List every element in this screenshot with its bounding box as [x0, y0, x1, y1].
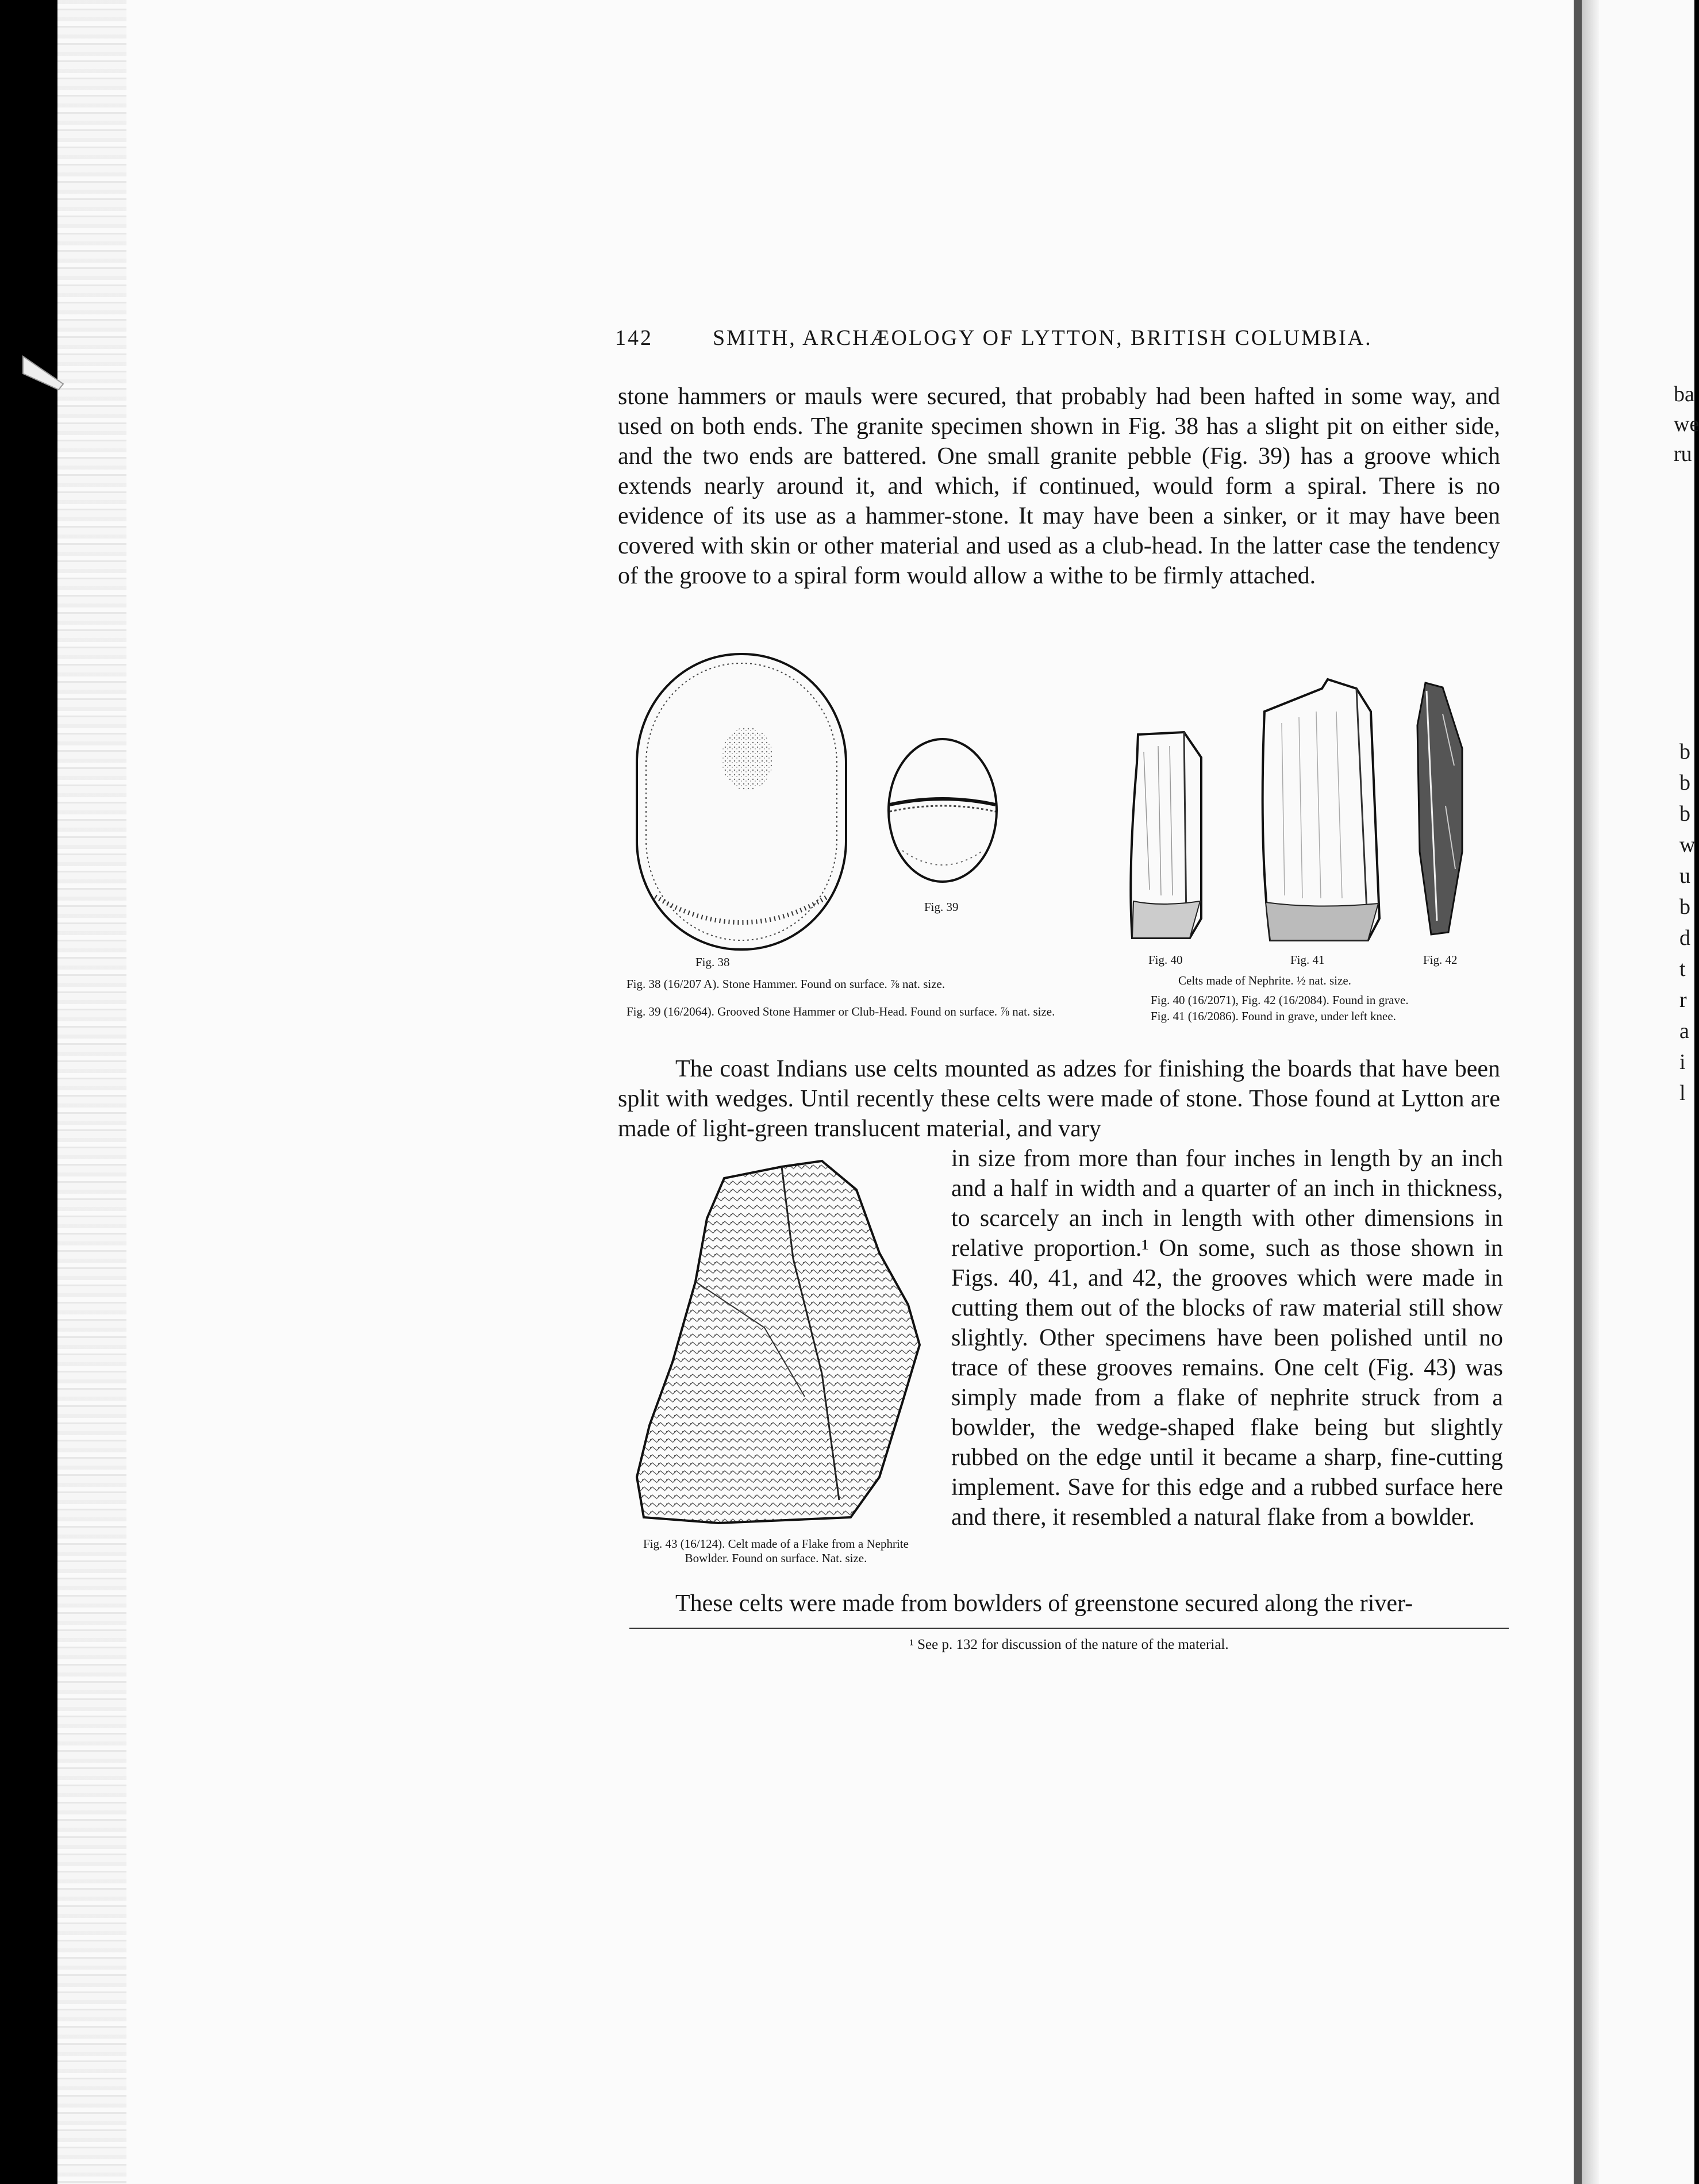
facing-page-fragment: w — [1679, 833, 1696, 857]
facing-page-fragment: b — [1679, 771, 1690, 795]
body-paragraph: stone hammers or mauls were secured, that probably had been hafted in some way, and used on both ends. The granite specimen shown in Fig. 38 has a slight pit on either side, and the two ends are battered. One small granite pebble (Fig. 39) has a groove which extends nearly around it, and which, if continued, would form a spiral. There is no evidence of its use as a hammer-stone. It may have been a sinker, or it may have been covered with skin or other material and used as a club-head. In the latter case the tendency of the groove to a spiral form would allow a withe to be firmly attached. — [618, 383, 1500, 589]
fig-43-flake-celt-illustration — [632, 1155, 925, 1529]
caption-fig-39: Fig. 39 (16/2064). Grooved Stone Hammer or Club-Head. Found on surface. ⅞ nat. size. — [626, 1005, 1055, 1018]
facing-page-fragment: u — [1679, 864, 1690, 888]
fig-40-nephrite-celt-illustration — [1127, 729, 1207, 941]
facing-page-fragment: ba — [1674, 382, 1694, 406]
running-head — [615, 325, 1512, 360]
footnote-rule — [629, 1628, 1509, 1629]
footnote: ¹ See p. 132 for discussion of the nature of the material. — [909, 1637, 1229, 1652]
fig-39-label: Fig. 39 — [924, 900, 959, 914]
gutter-shadow — [1582, 0, 1599, 2184]
caption-celts: Celts made of Nephrite. ½ nat. size. — [1178, 974, 1351, 987]
facing-page-fragment: r — [1679, 988, 1687, 1012]
fig-41-label: Fig. 41 — [1290, 953, 1325, 967]
fig-42-nephrite-celt-illustration — [1414, 679, 1466, 938]
fig-38-label: Fig. 38 — [695, 955, 730, 969]
facing-page-fragment: l — [1679, 1081, 1686, 1105]
fig-42-label: Fig. 42 — [1423, 953, 1458, 967]
body-paragraph: These celts were made from bowlders of greenstone secured along the river- — [675, 1590, 1413, 1617]
fig-38-stone-hammer-illustration — [632, 649, 851, 954]
fig-41-nephrite-celt-illustration — [1253, 677, 1385, 941]
page-number: 142 — [615, 326, 653, 350]
book-gutter — [1574, 0, 1582, 2184]
caption-fig-43: Fig. 43 (16/124). Celt made of a Flake from a Nephrite Bowlder. Found on surface. Nat. size. — [643, 1537, 909, 1565]
facing-page-fragment: we — [1674, 412, 1699, 436]
fig-39-grooved-stone-illustration — [885, 736, 1000, 885]
facing-page-fragment: b — [1679, 895, 1690, 919]
torn-paper-tab — [23, 356, 69, 397]
caption-fig-41: Fig. 41 (16/2086). Found in grave, under left knee. — [1151, 1009, 1396, 1023]
caption-fig-38: Fig. 38 (16/207 A). Stone Hammer. Found on surface. ⅞ nat. size. — [626, 977, 945, 991]
facing-page-fragment: a — [1679, 1019, 1689, 1043]
facing-page — [1599, 0, 1699, 2184]
facing-page-fragment: b — [1679, 740, 1690, 764]
facing-page-fragment: d — [1679, 926, 1690, 950]
facing-page-fragment: b — [1679, 802, 1690, 826]
facing-page-fragment: ru — [1674, 442, 1692, 466]
fig-40-label: Fig. 40 — [1148, 953, 1183, 967]
body-paragraph: in size from more than four inches in length by an inch and a half in width and a quarter of an inch in thickness, to scarcely an inch in length with other dimensions in relative proportion.¹ On some, such as those shown in Figs. 40, 41, and 42, the grooves which were made in cutting them out of the blocks of raw material still show slightly. Other specimens have been polished until no trace of these grooves remains. One celt (Fig. 43) was simply made from a flake of nephrite struck from a bowlder, the wedge-shaped flake being but slightly rubbed on the edge until it became a sharp, fine-cutting implement. Save for this edge and a rubbed surface here and there, it resembled a natural flake from a bowlder. — [951, 1145, 1503, 1531]
caption-fig-40-42: Fig. 40 (16/2071), Fig. 42 (16/2084). Found in grave. — [1151, 993, 1409, 1007]
body-paragraph: The coast Indians use celts mounted as adzes for finishing the boards that have been split with wedges. Until recently these celts were made of stone. Those found at Lytton are made of light-green translucent material, and vary — [618, 1056, 1500, 1142]
facing-page-fragment: t — [1679, 957, 1686, 981]
running-title: SMITH, ARCHÆOLOGY OF LYTTON, BRITISH COLUMBIA. — [713, 326, 1373, 350]
facing-page-fragment: i — [1679, 1050, 1686, 1074]
